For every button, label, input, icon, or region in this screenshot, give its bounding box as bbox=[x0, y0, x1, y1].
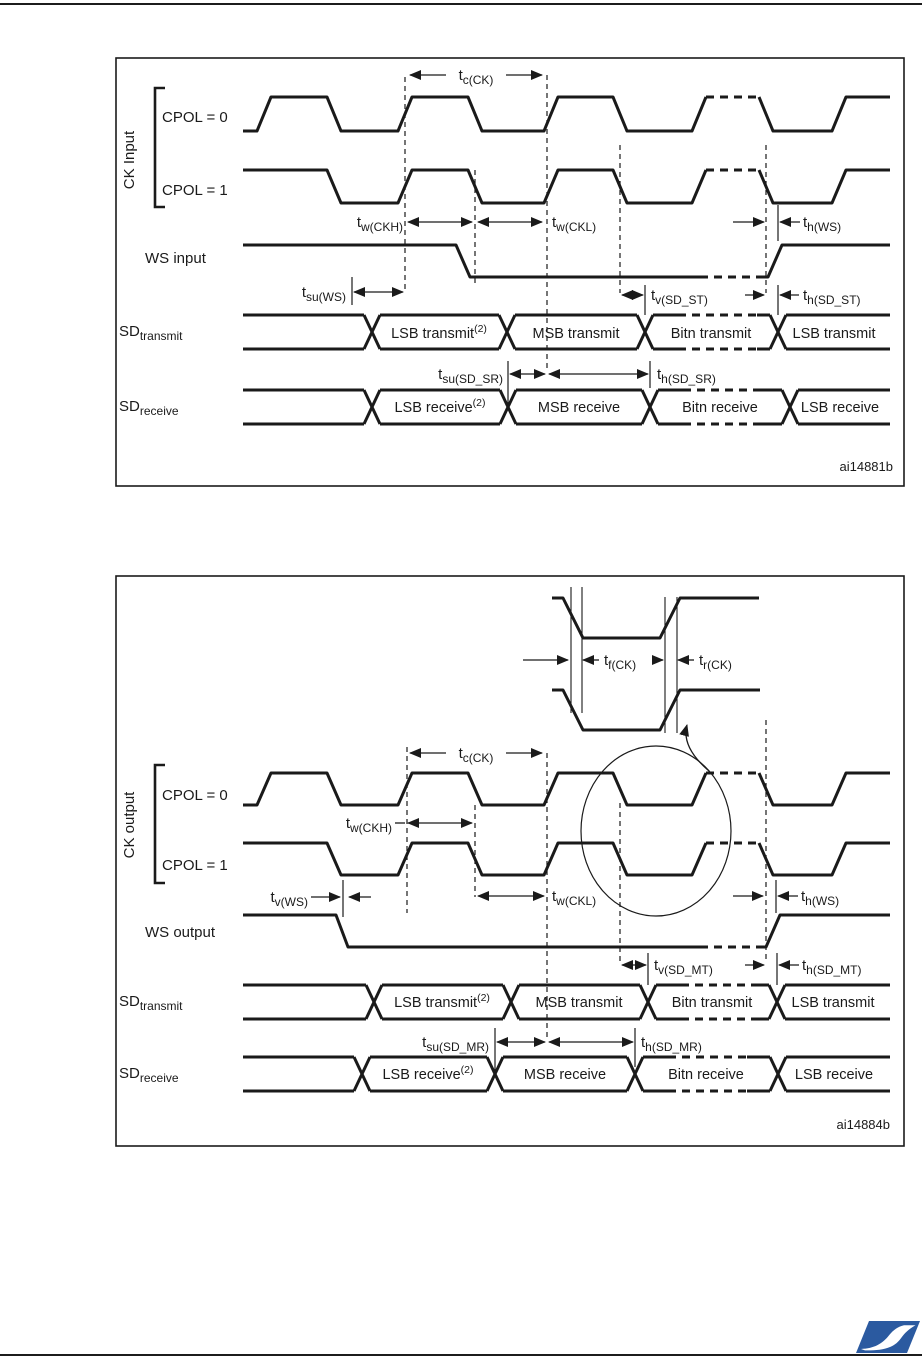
cpol1-label: CPOL = 1 bbox=[162, 857, 228, 874]
figure2-svg bbox=[115, 575, 905, 1147]
figure1-svg bbox=[115, 57, 905, 487]
label-tw-ckl: $t_{w(CKL)}$ bbox=[552, 214, 597, 234]
cpol0-label: CPOL = 0 bbox=[162, 109, 228, 126]
label-tr-ck: $t_{r(CK)}$ bbox=[699, 652, 732, 672]
tx-seg-bitn: Bitn transmit bbox=[671, 995, 753, 1011]
st-logo-icon bbox=[856, 1321, 920, 1353]
tx-seg-lsb2: LSB transmit bbox=[792, 326, 876, 342]
rx-seg-msb: MSB receive bbox=[523, 1067, 607, 1083]
tx-seg-lsb2: LSB transmit bbox=[791, 995, 875, 1011]
footer-rule bbox=[0, 1354, 922, 1356]
ck-output-group-label: CK output bbox=[121, 791, 138, 859]
sd-receive-label: $SD_{receive}$ bbox=[119, 1065, 179, 1085]
label-tsu-sd-mr: $t_{su(SD\_MR)}$ bbox=[422, 1034, 489, 1054]
figure-i2s-master-timing bbox=[115, 575, 905, 1152]
st-logo bbox=[856, 1321, 920, 1358]
figure-i2s-slave-timing bbox=[115, 57, 905, 492]
tx-seg-bitn: Bitn transmit bbox=[670, 326, 752, 342]
rx-seg-lsb: LSB receive$^{(2)}$ bbox=[394, 397, 486, 416]
label-tf-ck: $t_{f(CK)}$ bbox=[604, 652, 637, 672]
label-tv-sd-st: $t_{v(SD\_ST)}$ bbox=[651, 287, 708, 307]
tx-seg-msb: MSB transmit bbox=[532, 326, 620, 342]
rx-seg-lsb2: LSB receive bbox=[800, 400, 880, 416]
ws-input-label: WS input bbox=[145, 250, 206, 267]
figure1-frame bbox=[116, 58, 904, 486]
sd-transmit-label: $SD_{transmit}$ bbox=[119, 323, 183, 343]
ws-output-label: WS output bbox=[145, 924, 216, 941]
label-th-sd-st: $t_{h(SD\_ST)}$ bbox=[803, 287, 861, 307]
sd-transmit-label: $SD_{transmit}$ bbox=[119, 993, 183, 1013]
rx-seg-lsb2: LSB receive bbox=[794, 1067, 874, 1083]
label-tv-ws: $t_{v(WS)}$ bbox=[270, 889, 308, 909]
tx-seg-lsb: LSB transmit$^{(2)}$ bbox=[391, 323, 487, 342]
label-tw-ckl: $t_{w(CKL)}$ bbox=[552, 888, 597, 908]
rx-seg-bitn: Bitn receive bbox=[668, 1067, 744, 1083]
rx-seg-msb: MSB receive bbox=[537, 400, 621, 416]
header-rule bbox=[0, 3, 922, 5]
label-tc-ck: $t_{c(CK)}$ bbox=[458, 745, 494, 765]
cpol1-label: CPOL = 1 bbox=[162, 182, 228, 199]
label-tsu-sd-sr: $t_{su(SD\_SR)}$ bbox=[438, 366, 503, 386]
label-th-ws: $t_{h(WS)}$ bbox=[801, 888, 840, 908]
label-tw-ckh: $t_{w(CKH)}$ bbox=[356, 214, 403, 234]
figure1-id: ai14881b bbox=[839, 459, 893, 474]
label-tv-sd-mt: $t_{v(SD\_MT)}$ bbox=[654, 957, 713, 977]
label-tw-ckh: $t_{w(CKH)}$ bbox=[345, 815, 392, 835]
figure2-id: ai14884b bbox=[836, 1117, 890, 1132]
cpol0-label: CPOL = 0 bbox=[162, 787, 228, 804]
ck-input-group-label: CK Input bbox=[121, 130, 138, 190]
tx-seg-msb: MSB transmit bbox=[535, 995, 623, 1011]
tx-seg-lsb: LSB transmit$^{(2)}$ bbox=[394, 992, 490, 1011]
label-th-sd-mt: $t_{h(SD\_MT)}$ bbox=[802, 957, 862, 977]
rx-seg-lsb: LSB receive$^{(2)}$ bbox=[382, 1064, 474, 1083]
label-th-ws: $t_{h(WS)}$ bbox=[803, 214, 842, 234]
sd-receive-label: $SD_{receive}$ bbox=[119, 398, 179, 418]
label-th-sd-sr: $t_{h(SD\_SR)}$ bbox=[657, 366, 716, 386]
label-tc-ck: $t_{c(CK)}$ bbox=[458, 67, 494, 87]
label-th-sd-mr: $t_{h(SD\_MR)}$ bbox=[641, 1034, 702, 1054]
rx-seg-bitn: Bitn receive bbox=[682, 400, 758, 416]
label-tsu-ws: $t_{su(WS)}$ bbox=[301, 284, 346, 304]
